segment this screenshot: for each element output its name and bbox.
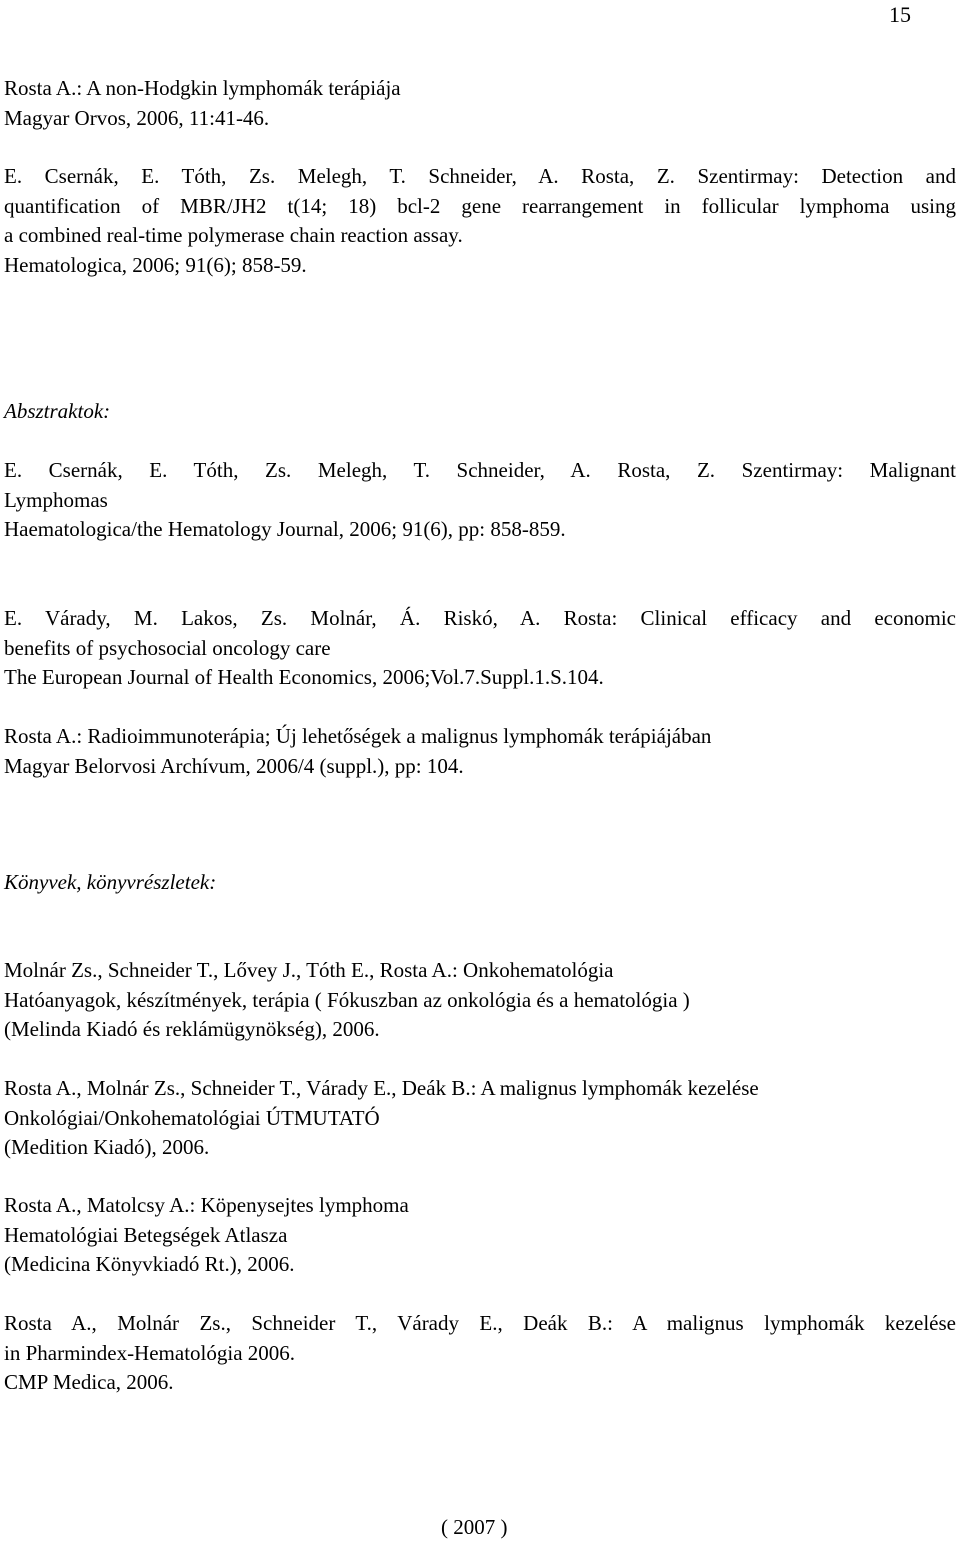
reference-line: a combined real-time polymerase chain reaction assay. <box>4 223 463 247</box>
reference-line: E. Csernák, E. Tóth, Zs. Melegh, T. Schneider, A. Rosta, Z. Szentirmay: Malignant <box>4 458 956 482</box>
reference-line: (Medition Kiadó), 2006. <box>4 1135 210 1159</box>
reference-line: Hatóanyagok, készítmények, terápia ( Fókuszban az onkológia és a hematológia ) <box>4 987 690 1012</box>
reference-line: Haematologica/the Hematology Journal, 2006; 91(6), pp: 858-859. <box>4 517 566 541</box>
reference-entry <box>4 162 956 280</box>
abstract-entry <box>4 604 956 693</box>
reference-line: (Medicina Könyvkiadó Rt.), 2006. <box>4 1252 295 1276</box>
reference-line: Magyar Orvos, 2006, 11:41-46. <box>4 105 270 130</box>
reference-entry <box>4 74 956 133</box>
reference-line: quantification of MBR/JH2 t(14; 18) bcl-2 gene rearrangement in follicular lymphoma using <box>4 193 956 218</box>
abstract-entry <box>4 722 956 781</box>
page-number: 15 <box>889 2 911 27</box>
reference-line: Lymphomas <box>4 487 108 512</box>
reference-line: The European Journal of Health Economics, 2006;Vol.7.Suppl.1.S.104. <box>4 665 604 689</box>
reference-line: Rosta A., Molnár Zs., Schneider T., Várady E., Deák B.: A malignus lymphomák kezelése <box>4 1076 759 1100</box>
book-entry <box>4 1074 956 1163</box>
book-entry <box>4 956 956 1045</box>
reference-line: Onkológiai/Onkohematológiai ÚTMUTATÓ <box>4 1105 380 1130</box>
abstract-entry <box>4 456 956 545</box>
reference-line: Rosta A.: A non-Hodgkin lymphomák terápiája <box>4 76 401 100</box>
book-entry <box>4 1309 956 1398</box>
reference-line: Molnár Zs., Schneider T., Lővey J., Tóth E., Rosta A.: Onkohematológia <box>4 958 614 982</box>
reference-line: benefits of psychosocial oncology care <box>4 635 331 660</box>
section-heading-books: Könyvek, könyvrészletek: <box>4 870 217 894</box>
reference-line: CMP Medica, 2006. <box>4 1370 174 1394</box>
page-footer: ( 2007 ) <box>441 1515 508 1539</box>
book-entry <box>4 1191 956 1280</box>
reference-line: Rosta A., Molnár Zs., Schneider T., Várady E., Deák B.: A malignus lymphomák kezelése <box>4 1311 956 1335</box>
reference-line: Hematologica, 2006; 91(6); 858-59. <box>4 252 307 277</box>
reference-line: Rosta A., Matolcsy A.: Köpenysejtes lymphoma <box>4 1193 409 1217</box>
section-heading-abstracts: Absztraktok: <box>4 399 111 423</box>
reference-line: (Melinda Kiadó és reklámügynökség), 2006. <box>4 1017 380 1041</box>
reference-line: E. Csernák, E. Tóth, Zs. Melegh, T. Schneider, A. Rosta, Z. Szentirmay: Detection and <box>4 164 956 188</box>
reference-line: Hematológiai Betegségek Atlasza <box>4 1222 288 1247</box>
reference-line: Magyar Belorvosi Archívum, 2006/4 (suppl.), pp: 104. <box>4 753 464 778</box>
reference-line: Rosta A.: Radioimmunoterápia; Új lehetőségek a malignus lymphomák terápiájában <box>4 724 712 748</box>
reference-line: E. Várady, M. Lakos, Zs. Molnár, Á. Riskó, A. Rosta: Clinical efficacy and economic <box>4 606 956 630</box>
reference-line: in Pharmindex-Hematológia 2006. <box>4 1340 296 1365</box>
